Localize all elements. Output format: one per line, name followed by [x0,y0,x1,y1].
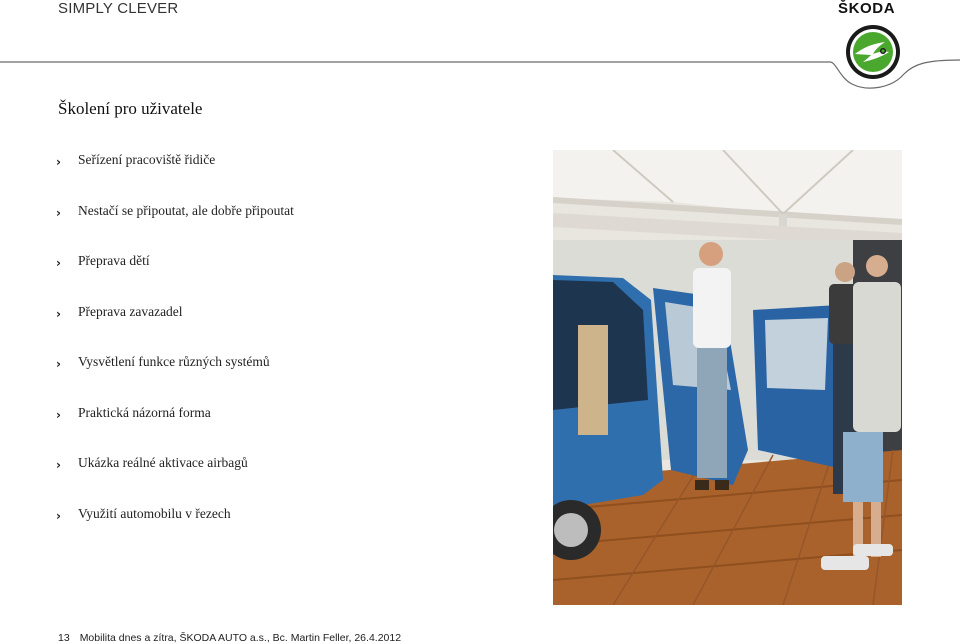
chevron-right-icon: › [56,205,61,220]
list-item [56,405,294,456]
chevron-right-icon: › [56,407,61,422]
header-divider-line [0,0,960,110]
skoda-logo-icon [845,24,901,80]
bullet-text: Využití automobilu v řezech [78,505,231,521]
footer [58,632,401,644]
bullet-text: Seřízení pracoviště řidiče [78,152,216,167]
chevron-right-icon: › [56,508,61,523]
chevron-right-icon: › [56,155,61,169]
slide-title: Školení pro uživatele [58,99,203,118]
page-number: 13 [58,632,70,644]
list-item [56,455,294,506]
bullet-text: Vysvětlení funkce různých systémů [78,354,270,369]
chevron-right-icon: › [56,458,61,472]
chevron-right-icon: › [56,256,61,270]
bullet-text: Praktická názorná forma [78,404,211,420]
bullet-text: Přeprava zavazadel [78,303,183,319]
training-photo [553,150,902,605]
list-item [56,506,294,557]
brand-name: ŠKODA [838,0,896,17]
list-item [56,304,294,355]
list-item [56,203,294,254]
bullet-text: Ukázka reálné aktivace airbagů [78,455,248,470]
chevron-right-icon: › [56,306,61,321]
list-item [56,354,294,405]
chevron-right-icon: › [56,357,61,371]
list-item [56,152,294,203]
bullet-text: Nestačí se připoutat, ale dobře připoutat [78,202,294,218]
header-slogan: SIMPLY CLEVER [58,0,179,17]
bullet-text: Přeprava dětí [78,253,150,268]
bullet-list [56,152,294,556]
list-item [56,253,294,304]
footer-text: Mobilita dnes a zítra, ŠKODA AUTO a.s., Bc. Martin Feller, 26.4.2012 [79,632,402,644]
